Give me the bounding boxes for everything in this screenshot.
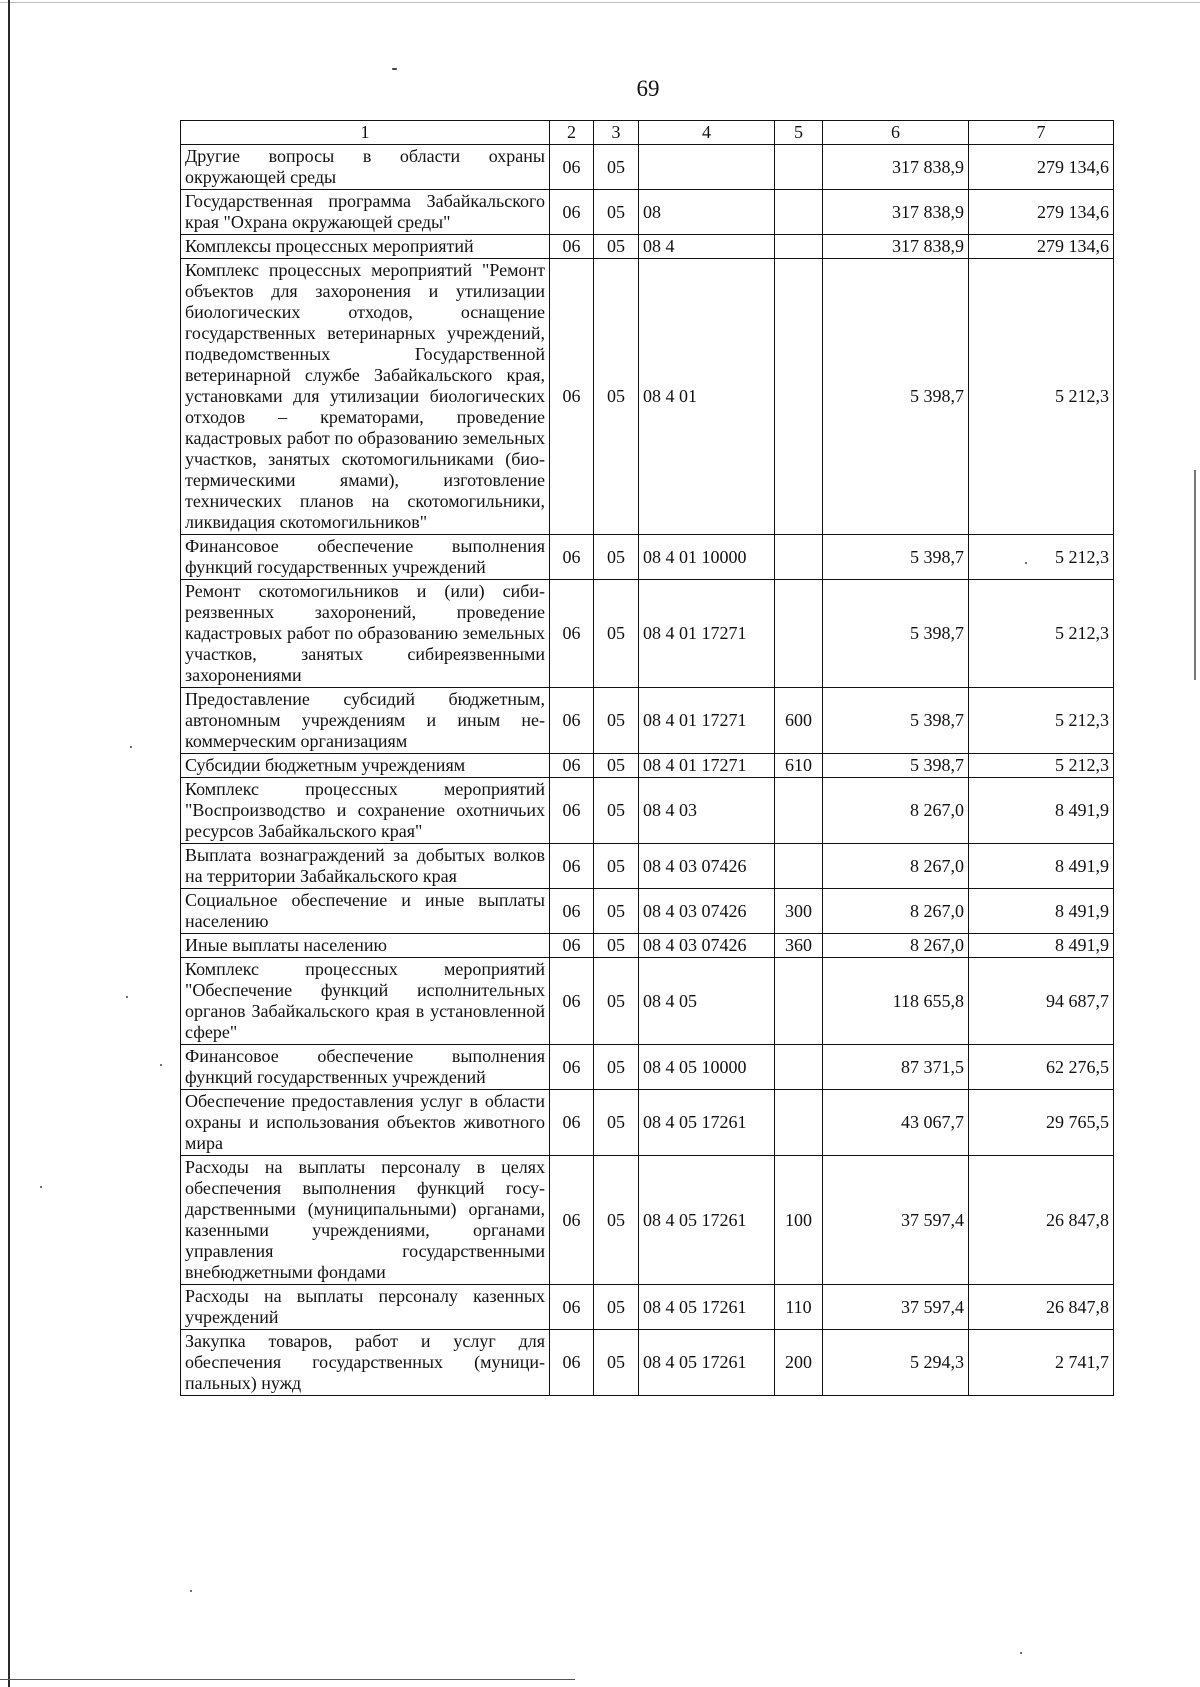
- table-row: [181, 778, 1114, 844]
- expense-type-code: [775, 958, 823, 1045]
- section-code: 06: [550, 1285, 594, 1330]
- expense-type-code: 360: [775, 934, 823, 958]
- expense-type-code: [775, 844, 823, 889]
- subsection-code: 05: [594, 958, 639, 1045]
- target-article-code: 08 4 03 07426: [639, 844, 775, 889]
- table-row: [181, 754, 1114, 778]
- expense-name: Финансовое обеспечение выполнения функций государственных учреждений: [181, 535, 550, 580]
- amount-col-7: 8 491,9: [969, 778, 1114, 844]
- amount-col-7: 62 276,5: [969, 1045, 1114, 1090]
- table-row: [181, 844, 1114, 889]
- table-row: [181, 1330, 1114, 1396]
- section-code: 06: [550, 535, 594, 580]
- target-article-code: 08 4 01 10000: [639, 535, 775, 580]
- subsection-code: 05: [594, 190, 639, 235]
- section-code: 06: [550, 259, 594, 535]
- expense-name: Расходы на выплаты персоналу в целях обеспечения выполнения функций государственными (муниципальными) органами, казенными учреждениями, органами управления государственными внебюджетными фондами: [181, 1156, 550, 1285]
- expense-name: Закупка товаров, работ и услуг для обеспечения государственных (муниципальных) нужд: [181, 1330, 550, 1396]
- section-code: 06: [550, 1330, 594, 1396]
- table-row: [181, 688, 1114, 754]
- target-article-code: 08 4 01 17271: [639, 580, 775, 688]
- amount-col-6: 8 267,0: [823, 934, 969, 958]
- subsection-code: 05: [594, 934, 639, 958]
- amount-col-7: 5 212,3: [969, 580, 1114, 688]
- expense-name: Субсидии бюджетным учреждениям: [181, 754, 550, 778]
- amount-col-7: 8 491,9: [969, 844, 1114, 889]
- target-article-code: 08 4 03 07426: [639, 934, 775, 958]
- section-code: 06: [550, 1156, 594, 1285]
- subsection-code: 05: [594, 1285, 639, 1330]
- amount-col-7: 279 134,6: [969, 145, 1114, 190]
- target-article-code: 08 4 05 17261: [639, 1330, 775, 1396]
- subsection-code: 05: [594, 235, 639, 259]
- column-header: 3: [594, 121, 639, 145]
- expense-type-code: [775, 259, 823, 535]
- expense-type-code: [775, 190, 823, 235]
- amount-col-6: 317 838,9: [823, 235, 969, 259]
- amount-col-6: 8 267,0: [823, 844, 969, 889]
- target-article-code: 08 4 03: [639, 778, 775, 844]
- target-article-code: [639, 145, 775, 190]
- expense-type-code: 610: [775, 754, 823, 778]
- expense-name: Финансовое обеспечение выполнения функций государственных учреждений: [181, 1045, 550, 1090]
- column-header: 2: [550, 121, 594, 145]
- subsection-code: 05: [594, 754, 639, 778]
- expense-name: Комплексы процессных мероприятий: [181, 235, 550, 259]
- table-row: [181, 1090, 1114, 1156]
- section-code: 06: [550, 754, 594, 778]
- subsection-code: 05: [594, 889, 639, 934]
- table-row: [181, 1285, 1114, 1330]
- amount-col-6: 5 398,7: [823, 688, 969, 754]
- table-row: [181, 259, 1114, 535]
- scan-edge-bottom: [0, 1679, 575, 1680]
- section-code: 06: [550, 688, 594, 754]
- scan-speck: [1020, 1652, 1022, 1654]
- subsection-code: 05: [594, 580, 639, 688]
- table-row: [181, 958, 1114, 1045]
- scan-speck: [126, 996, 128, 998]
- target-article-code: 08 4 01 17271: [639, 754, 775, 778]
- scan-edge-left: [8, 0, 10, 1687]
- amount-col-6: 317 838,9: [823, 145, 969, 190]
- column-header: 6: [823, 121, 969, 145]
- scan-speck: [40, 1186, 42, 1188]
- section-code: 06: [550, 580, 594, 688]
- expense-type-code: [775, 235, 823, 259]
- expense-type-code: [775, 1090, 823, 1156]
- column-header: 1: [181, 121, 550, 145]
- amount-col-6: 8 267,0: [823, 778, 969, 844]
- amount-col-6: 37 597,4: [823, 1285, 969, 1330]
- amount-col-7: 26 847,8: [969, 1156, 1114, 1285]
- scan-speck: [190, 1590, 192, 1592]
- table-row: [181, 190, 1114, 235]
- table-row: [181, 934, 1114, 958]
- expense-type-code: 100: [775, 1156, 823, 1285]
- subsection-code: 05: [594, 1330, 639, 1396]
- target-article-code: 08 4 05 10000: [639, 1045, 775, 1090]
- amount-col-7: 279 134,6: [969, 235, 1114, 259]
- subsection-code: 05: [594, 535, 639, 580]
- table-row: [181, 535, 1114, 580]
- amount-col-7: 26 847,8: [969, 1285, 1114, 1330]
- amount-col-7: 8 491,9: [969, 934, 1114, 958]
- target-article-code: 08 4: [639, 235, 775, 259]
- amount-col-6: 5 294,3: [823, 1330, 969, 1396]
- table-header-row: [181, 121, 1114, 145]
- amount-col-7: 8 491,9: [969, 889, 1114, 934]
- expense-type-code: 200: [775, 1330, 823, 1396]
- section-code: 06: [550, 1045, 594, 1090]
- target-article-code: 08 4 05 17261: [639, 1090, 775, 1156]
- column-header: 4: [639, 121, 775, 145]
- section-code: 06: [550, 934, 594, 958]
- expense-name: Комплекс процессных мероприятий "Обеспечение функций исполнительных органов Забайкальского края в установленной сфере": [181, 958, 550, 1045]
- subsection-code: 05: [594, 1045, 639, 1090]
- section-code: 06: [550, 844, 594, 889]
- table-row: [181, 1045, 1114, 1090]
- expense-type-code: 300: [775, 889, 823, 934]
- expense-name: Другие вопросы в области охраны окружающей среды: [181, 145, 550, 190]
- table-row: [181, 889, 1114, 934]
- expense-name: Ремонт скотомогильников и (или) сибиреязвенных захоронений, проведение кадастровых работ по образованию земельных участков, занятых сибиреязвенными захоронениями: [181, 580, 550, 688]
- target-article-code: 08 4 05: [639, 958, 775, 1045]
- budget-table: [180, 120, 1114, 1396]
- expense-type-code: [775, 580, 823, 688]
- expense-name: Выплата вознаграждений за добытых волков на территории Забайкальского края: [181, 844, 550, 889]
- amount-col-6: 37 597,4: [823, 1156, 969, 1285]
- expense-name: Иные выплаты населению: [181, 934, 550, 958]
- amount-col-7: 5 212,3: [969, 754, 1114, 778]
- subsection-code: 05: [594, 145, 639, 190]
- amount-col-7: 5 212,3: [969, 259, 1114, 535]
- section-code: 06: [550, 235, 594, 259]
- section-code: 06: [550, 145, 594, 190]
- scan-speck: [392, 68, 397, 70]
- expense-type-code: [775, 778, 823, 844]
- column-header: 5: [775, 121, 823, 145]
- expense-type-code: [775, 535, 823, 580]
- expense-type-code: 110: [775, 1285, 823, 1330]
- amount-col-6: 317 838,9: [823, 190, 969, 235]
- column-header: 7: [969, 121, 1114, 145]
- expense-type-code: [775, 1045, 823, 1090]
- subsection-code: 05: [594, 778, 639, 844]
- target-article-code: 08 4 01: [639, 259, 775, 535]
- section-code: 06: [550, 1090, 594, 1156]
- amount-col-6: 5 398,7: [823, 259, 969, 535]
- scan-speck: [130, 746, 132, 748]
- table-row: [181, 580, 1114, 688]
- expense-name: Предоставление субсидий бюджетным, автономным учреждениям и иным некоммерческим организациям: [181, 688, 550, 754]
- amount-col-7: 29 765,5: [969, 1090, 1114, 1156]
- expense-name: Комплекс процессных мероприятий "Воспроизводство и сохранение охотничьих ресурсов Забайкальского края": [181, 778, 550, 844]
- section-code: 06: [550, 190, 594, 235]
- target-article-code: 08: [639, 190, 775, 235]
- expense-name: Комплекс процессных мероприятий "Ремонт объектов для захоронения и утилизации биологических отходов, оснащение государственных ветеринарных учреждений, подведомственных Государственной ветеринарной службе Забайкальского края, установками для утилизации биологических отходов – крематорами, проведение кадастровых работ по образованию земельных участков, занятых скотомогильниками (биотермическими ямами), изготовление технических планов на скотомогильники, ликвидация скотомогильников": [181, 259, 550, 535]
- subsection-code: 05: [594, 688, 639, 754]
- amount-col-7: 5 212,3: [969, 535, 1114, 580]
- expense-name: Социальное обеспечение и иные выплаты населению: [181, 889, 550, 934]
- target-article-code: 08 4 01 17271: [639, 688, 775, 754]
- subsection-code: 05: [594, 259, 639, 535]
- section-code: 06: [550, 889, 594, 934]
- expense-name: Расходы на выплаты персоналу казенных учреждений: [181, 1285, 550, 1330]
- amount-col-6: 43 067,7: [823, 1090, 969, 1156]
- target-article-code: 08 4 03 07426: [639, 889, 775, 934]
- expense-name: Обеспечение предоставления услуг в области охраны и использования объектов животного мира: [181, 1090, 550, 1156]
- target-article-code: 08 4 05 17261: [639, 1285, 775, 1330]
- subsection-code: 05: [594, 844, 639, 889]
- expense-type-code: [775, 145, 823, 190]
- table-row: [181, 235, 1114, 259]
- amount-col-6: 5 398,7: [823, 754, 969, 778]
- amount-col-6: 5 398,7: [823, 580, 969, 688]
- amount-col-7: 5 212,3: [969, 688, 1114, 754]
- scan-edge-top: [0, 2, 1200, 3]
- page-number: 69: [636, 76, 660, 101]
- amount-col-6: 5 398,7: [823, 535, 969, 580]
- table-row: [181, 145, 1114, 190]
- amount-col-6: 87 371,5: [823, 1045, 969, 1090]
- subsection-code: 05: [594, 1090, 639, 1156]
- expense-type-code: 600: [775, 688, 823, 754]
- section-code: 06: [550, 778, 594, 844]
- scan-speck: [160, 1064, 162, 1066]
- target-article-code: 08 4 05 17261: [639, 1156, 775, 1285]
- amount-col-7: 2 741,7: [969, 1330, 1114, 1396]
- amount-col-7: 279 134,6: [969, 190, 1114, 235]
- scan-edge-right: [1194, 470, 1196, 680]
- expense-name: Государственная программа Забайкальского края "Охрана окружающей среды": [181, 190, 550, 235]
- amount-col-7: 94 687,7: [969, 958, 1114, 1045]
- section-code: 06: [550, 958, 594, 1045]
- amount-col-6: 8 267,0: [823, 889, 969, 934]
- table-row: [181, 1156, 1114, 1285]
- amount-col-6: 118 655,8: [823, 958, 969, 1045]
- subsection-code: 05: [594, 1156, 639, 1285]
